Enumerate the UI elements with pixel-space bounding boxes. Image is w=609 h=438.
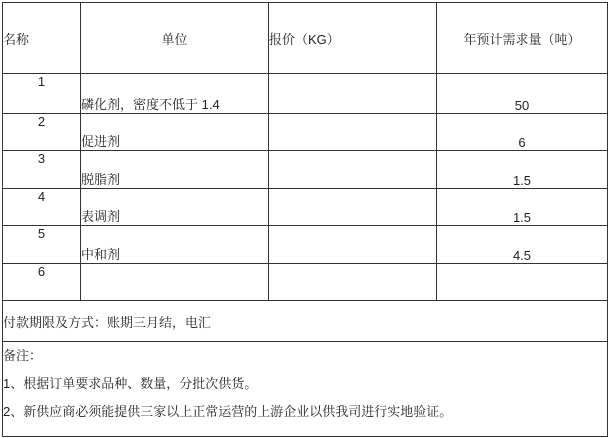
price-cell [269, 226, 437, 264]
note-item-2: 2、新供应商必须能提供三家以上正常运营的上游企业以供我司进行实地验证。 [3, 404, 453, 419]
notes-cell [3, 342, 608, 437]
col-header-name: 名称 [3, 3, 81, 74]
price-cell [269, 114, 437, 151]
row-number: 2 [3, 114, 81, 151]
table-row [3, 189, 608, 226]
price-cell [269, 264, 437, 301]
unit-cell: 表调剂 [81, 189, 269, 226]
col-header-demand: 年预计需求量（吨） [437, 3, 608, 74]
row-number: 5 [3, 226, 81, 264]
quotation-table [2, 2, 608, 437]
unit-cell: 磷化剂，密度不低于 1.4 [81, 74, 269, 114]
demand-cell: 50 [437, 74, 608, 114]
demand-cell [437, 264, 608, 301]
demand-cell: 4.5 [437, 226, 608, 264]
table-row [3, 264, 608, 301]
payment-terms-text: 付款期限及方式：账期三月结，电汇 [3, 301, 608, 342]
note-item-1: 1、根据订单要求品种、数量，分批次供货。 [3, 376, 258, 391]
demand-cell: 1.5 [437, 189, 608, 226]
table-row [3, 151, 608, 189]
notes-label: 备注： [3, 348, 43, 363]
row-number: 3 [3, 151, 81, 189]
row-number: 1 [3, 74, 81, 114]
unit-cell [81, 264, 269, 301]
price-cell [269, 74, 437, 114]
col-header-price: 报价（KG） [269, 3, 437, 74]
payment-terms-row [3, 301, 608, 342]
header-row [3, 3, 608, 74]
table-row [3, 74, 608, 114]
demand-cell: 1.5 [437, 151, 608, 189]
price-cell [269, 189, 437, 226]
price-cell [269, 151, 437, 189]
unit-cell: 促进剂 [81, 114, 269, 151]
col-header-unit: 单位 [81, 3, 269, 74]
unit-cell: 脱脂剂 [81, 151, 269, 189]
row-number: 6 [3, 264, 81, 301]
demand-cell: 6 [437, 114, 608, 151]
unit-cell: 中和剂 [81, 226, 269, 264]
table-row [3, 226, 608, 264]
row-number: 4 [3, 189, 81, 226]
notes-row [3, 342, 608, 437]
table-row [3, 114, 608, 151]
